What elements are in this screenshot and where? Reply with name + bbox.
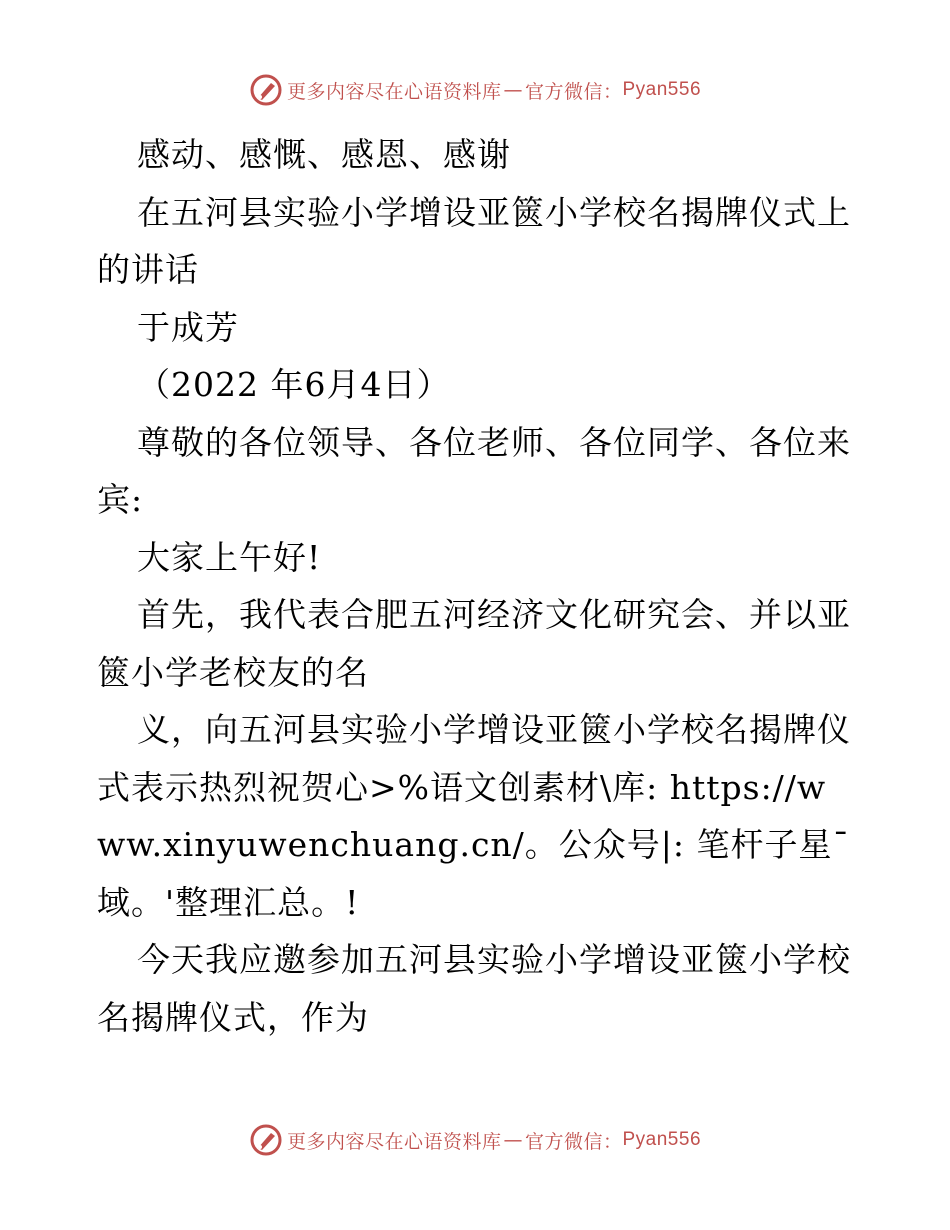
doc-heading: 感动、感慨、感恩、感谢 <box>137 135 511 174</box>
doc-paragraph: 今天我应邀参加五河县实验小学增设亚篋小学校名揭牌仪式，作为 <box>97 940 851 1037</box>
watermark-official: 官方微信： <box>524 1130 623 1153</box>
pen-logo-icon <box>249 73 283 107</box>
watermark-text: 更多内容尽在心语资料库 <box>286 1130 502 1153</box>
document-body <box>97 126 853 1046</box>
watermark-handle: Pyan556 <box>622 1129 702 1150</box>
doc-title: 在五河县实验小学增设亚篋小学校名揭牌仪式上的讲话 <box>97 192 851 289</box>
doc-greeting: 大家上午好! <box>137 537 322 577</box>
footer-watermark <box>0 1120 950 1160</box>
watermark-dash: — <box>503 79 523 101</box>
doc-salutation: 尊敬的各位领导、各位老师、各位同学、各位来宾: <box>97 422 851 519</box>
watermark-official: 官方微信： <box>524 80 623 103</box>
watermark-dash: — <box>503 1129 523 1151</box>
doc-paragraph: 首先，我代表合肥五河经济文化研究会、并以亚篋小学老校友的名 <box>97 595 851 692</box>
watermark-handle: Pyan556 <box>622 79 702 100</box>
watermark-text: 更多内容尽在心语资料库 <box>286 80 502 103</box>
header-watermark <box>0 70 950 110</box>
doc-author: 于成芳 <box>137 307 239 347</box>
doc-date: （2022 年6月4日） <box>137 365 451 404</box>
doc-paragraph: 义，向五河县实验小学增设亚篋小学校名揭牌仪式表示热烈祝贺心>%语文创素材\库: https://www.xinyuwenchuang.cn/。公众号|: 笔杆子星¯域。'整理汇总。! <box>97 710 851 922</box>
pen-logo-icon <box>249 1123 283 1157</box>
